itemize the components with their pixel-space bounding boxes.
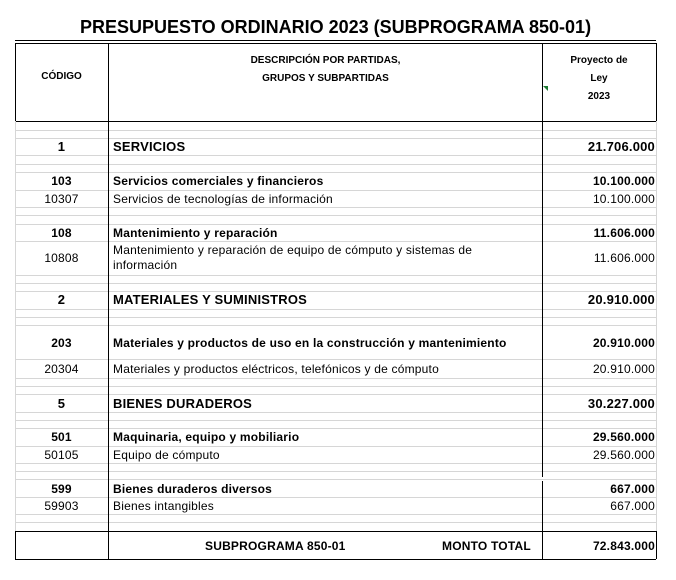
- gridline: [15, 386, 656, 387]
- gridline: [15, 215, 656, 216]
- row-description: Servicios comerciales y financieros: [113, 174, 324, 188]
- header-proyecto-2: Ley: [590, 73, 608, 84]
- row-code: 2: [57, 292, 66, 307]
- footer-top-border: [15, 531, 656, 532]
- row-description: Materiales y productos de uso en la construcción y mantenimiento: [113, 336, 507, 350]
- gridline: [15, 514, 656, 515]
- row-description: Equipo de cómputo: [113, 448, 220, 462]
- gridline: [15, 275, 656, 276]
- right-gridline-body: [656, 121, 657, 531]
- row-amount: 10.100.000: [592, 192, 655, 206]
- right-border-footer: [656, 531, 657, 559]
- footer-bottom-border: [15, 559, 656, 560]
- row-code: 108: [51, 226, 72, 240]
- row-amount: 21.706.000: [587, 139, 655, 154]
- gridline: [15, 164, 656, 165]
- row-code: 1: [57, 139, 66, 154]
- cell-comment-marker: [543, 86, 548, 91]
- gridline: [15, 359, 656, 360]
- row-description: MATERIALES Y SUMINISTROS: [113, 292, 308, 307]
- row-description: Mantenimiento y reparación de equipo de cómputo y sistemas de información: [113, 243, 473, 272]
- row-amount: 10.100.000: [592, 174, 655, 188]
- right-border-header: [656, 43, 657, 121]
- row-code: 50105: [44, 448, 79, 462]
- row-code: 10307: [44, 192, 79, 206]
- footer-total: 72.843.000: [592, 539, 655, 553]
- gridline: [15, 471, 656, 472]
- row-code: 59903: [44, 499, 79, 513]
- row-code: 5: [57, 396, 66, 411]
- row-description: Bienes intangibles: [113, 499, 215, 513]
- row-code: 599: [51, 482, 72, 496]
- header-proyecto-1: Proyecto de: [570, 55, 628, 66]
- gridline: [15, 378, 656, 379]
- row-code: 20304: [44, 362, 79, 376]
- gridline: [15, 283, 656, 284]
- gridline: [15, 207, 656, 208]
- gridline: [15, 224, 656, 225]
- document-title: PRESUPUESTO ORDINARIO 2023 (SUBPROGRAMA 850-01): [79, 17, 592, 37]
- row-description: BIENES DURADEROS: [113, 396, 252, 411]
- row-amount: 29.560.000: [592, 448, 655, 462]
- gridline: [15, 446, 656, 447]
- row-code: 10808: [44, 251, 79, 265]
- header-proyecto-3: 2023: [587, 91, 611, 102]
- footer-subprograma: SUBPROGRAMA 850-01: [205, 539, 346, 553]
- row-code: 103: [51, 174, 72, 188]
- gridline: [15, 479, 656, 480]
- row-amount: 667.000: [610, 499, 655, 513]
- gridline: [15, 130, 656, 131]
- row-amount: 30.227.000: [587, 396, 655, 411]
- row-amount: 11.606.000: [593, 251, 655, 265]
- gridline: [15, 190, 656, 191]
- gridline: [15, 497, 656, 498]
- row-amount: 11.606.000: [593, 226, 655, 240]
- gridline: [15, 412, 656, 413]
- gridline: [15, 155, 656, 156]
- gridline: [15, 172, 656, 173]
- row-amount: 20.910.000: [592, 336, 655, 350]
- gridline: [15, 325, 656, 326]
- row-description: Servicios de tecnologías de información: [113, 192, 333, 206]
- row-description: Bienes duraderos diversos: [113, 482, 273, 496]
- row-description: Materiales y productos eléctricos, telefónicos y de cómputo: [113, 362, 439, 376]
- left-border-footer: [15, 531, 16, 559]
- row-amount: 29.560.000: [592, 430, 655, 444]
- row-code: 203: [51, 336, 72, 350]
- row-amount: 667.000: [610, 482, 655, 496]
- gridline: [15, 522, 656, 523]
- code-column-divider: [108, 43, 109, 559]
- row-amount: 20.910.000: [592, 362, 655, 376]
- row-description: Mantenimiento y reparación: [113, 226, 278, 240]
- header-bottom-border: [15, 121, 656, 122]
- header-top-border: [15, 40, 656, 41]
- gridline: [15, 317, 656, 318]
- row-amount: 20.910.000: [587, 292, 655, 307]
- gridline: [15, 428, 656, 429]
- gridline: [15, 463, 656, 464]
- row-description: SERVICIOS: [113, 139, 186, 154]
- row-description: Maquinaria, equipo y mobiliario: [113, 430, 300, 444]
- header-descripcion-2: GRUPOS Y SUBPARTIDAS: [262, 73, 389, 84]
- gridline: [15, 420, 656, 421]
- header-codigo: CÓDIGO: [41, 71, 82, 82]
- gridline: [15, 241, 656, 242]
- gridline: [15, 309, 656, 310]
- row-code: 501: [51, 430, 72, 444]
- footer-monto-label: MONTO TOTAL: [442, 539, 531, 553]
- header-descripcion-1: DESCRIPCIÓN POR PARTIDAS,: [250, 55, 401, 66]
- header-top-border-inner: [15, 43, 656, 44]
- gridline: [15, 394, 656, 395]
